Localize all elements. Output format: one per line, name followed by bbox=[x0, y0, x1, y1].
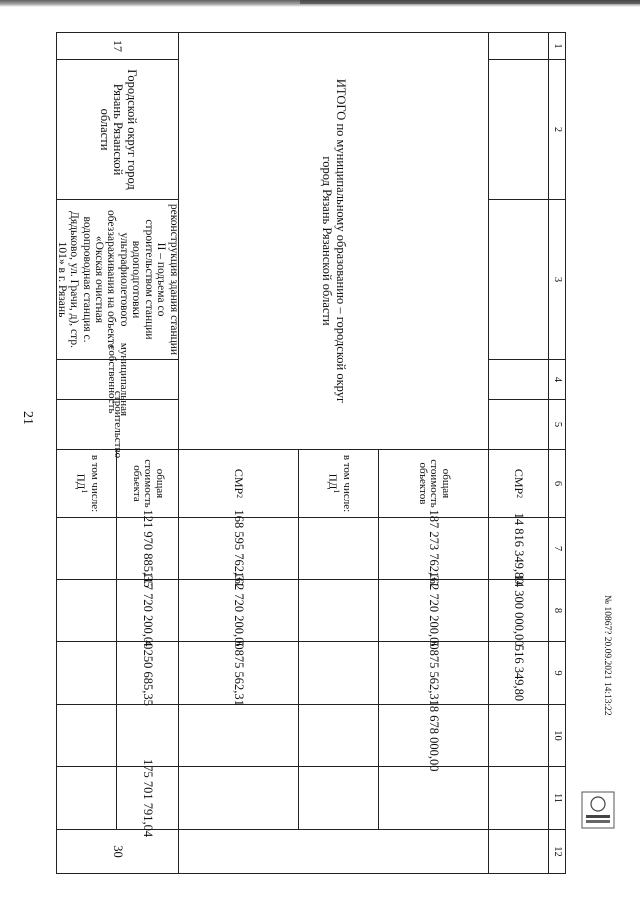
row-a-col12 bbox=[488, 830, 548, 874]
itogo-smr-label: СМР 2 bbox=[178, 450, 298, 518]
scan-edge-shadow-top bbox=[300, 0, 640, 4]
row17-municipality: Городской округ город Рязань Рязанской области bbox=[56, 60, 178, 200]
budget-table bbox=[56, 32, 566, 874]
itogo-total-col10: 18 678 000,00 bbox=[378, 705, 488, 767]
row17-ownership: муниципальная собственность bbox=[56, 360, 178, 400]
page-number: 21 bbox=[20, 411, 35, 425]
itogo-pd-col9 bbox=[298, 642, 378, 705]
row-a-col4 bbox=[488, 360, 548, 400]
col-num-7: 7 bbox=[548, 518, 566, 580]
col-num-11: 11 bbox=[548, 767, 566, 830]
row-a-smr-label: СМР 2 bbox=[488, 450, 548, 518]
col-num-10: 10 bbox=[548, 705, 566, 767]
col-num-1: 1 bbox=[548, 32, 566, 60]
row17-pd-col8 bbox=[56, 580, 116, 642]
row17-pd-label: в том числе: $ПД^1$ bbox=[56, 450, 116, 518]
registration-seal-icon bbox=[580, 790, 616, 830]
registration-stamp: № 10867? 20.09.2021 14:13:22 bbox=[602, 595, 612, 716]
itogo-label: ИТОГО по муниципальному образованию – городской округ город Рязань Рязанской области bbox=[178, 32, 488, 450]
row17-pd-col9 bbox=[56, 642, 116, 705]
row-a-col5 bbox=[488, 400, 548, 450]
itogo-total-label: общая стоимость объектов bbox=[378, 450, 488, 518]
row17-col12: 30 bbox=[56, 830, 178, 874]
row17-total-col8: 117 720 200,00 bbox=[116, 580, 178, 642]
row-a-col10 bbox=[488, 705, 548, 767]
row17-total-col10 bbox=[116, 705, 178, 767]
row17-object-name: реконструкция здания станции II – подъема со строительством станции водоподготовки ультрафиолетового обеззараживания на объекте «Окская очистная водопроводная станция с. Дядьково, ул. Грачи, д), стр. 101» в г. Рязань bbox=[56, 200, 178, 360]
row17-pd-col10 bbox=[56, 705, 116, 767]
row-a-col9-value: 516 349,80 bbox=[488, 642, 548, 705]
itogo-pd-col11 bbox=[298, 767, 378, 830]
col-num-3: 3 bbox=[548, 200, 566, 360]
itogo-total-col7: 187 273 762,31 bbox=[378, 518, 488, 580]
row-a-col8-value: 14 300 000,00 bbox=[488, 580, 548, 642]
itogo-total-col8: 162 720 200,00 bbox=[378, 580, 488, 642]
itogo-smr-col7: 168 595 762,31 bbox=[178, 518, 298, 580]
row-a-col2 bbox=[488, 60, 548, 200]
itogo-total-col11 bbox=[378, 767, 488, 830]
row17-pd-col7 bbox=[56, 518, 116, 580]
itogo-col12 bbox=[178, 830, 488, 874]
row17-total-col11: 175 701 791,04 bbox=[116, 767, 178, 830]
itogo-total-col9: 5 875 562,31 bbox=[378, 642, 488, 705]
col-num-8: 8 bbox=[548, 580, 566, 642]
row17-total-label: общая стоимость объекта bbox=[116, 450, 178, 518]
row-a-col7-value: 14 816 349,80 bbox=[488, 518, 548, 580]
col-num-6: 6 bbox=[548, 450, 566, 518]
row17-total-col7: 121 970 885,35 bbox=[116, 518, 178, 580]
itogo-pd-col8 bbox=[298, 580, 378, 642]
itogo-smr-col11 bbox=[178, 767, 298, 830]
row17-pd-col11 bbox=[56, 767, 116, 830]
col-num-9: 9 bbox=[548, 642, 566, 705]
col-num-4: 4 bbox=[548, 360, 566, 400]
col-num-2: 2 bbox=[548, 60, 566, 200]
row17-number: 17 bbox=[56, 32, 178, 60]
itogo-pd-col7 bbox=[298, 518, 378, 580]
itogo-pd-label: в том числе: $ПД^1$ bbox=[298, 450, 378, 518]
col-num-12: 12 bbox=[548, 830, 566, 874]
itogo-pd-col10 bbox=[298, 705, 378, 767]
col-num-5: 5 bbox=[548, 400, 566, 450]
itogo-smr-col8: 162 720 200,00 bbox=[178, 580, 298, 642]
itogo-smr-col10 bbox=[178, 705, 298, 767]
row-a-col1 bbox=[488, 32, 548, 60]
row-a-col3 bbox=[488, 200, 548, 360]
row-a-col11 bbox=[488, 767, 548, 830]
row17-total-col9: 4 250 685,35 bbox=[116, 642, 178, 705]
itogo-smr-col9: 5 875 562,31 bbox=[178, 642, 298, 705]
row17-work-type: строительство bbox=[56, 400, 178, 450]
